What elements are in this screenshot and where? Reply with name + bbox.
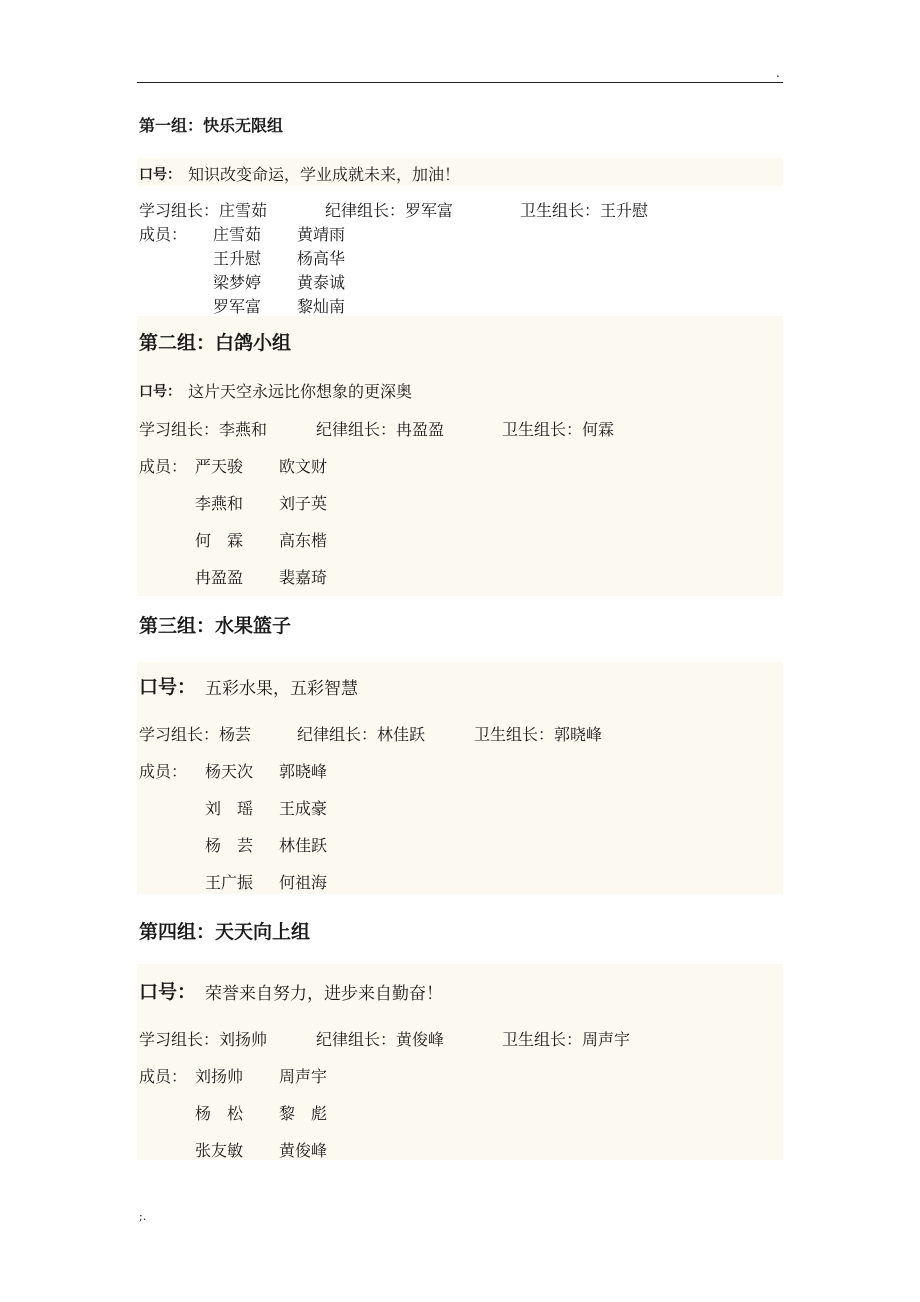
slogan-label: 口号：: [139, 676, 197, 698]
study-leader: 学习组长：刘扬帅: [139, 1030, 268, 1049]
slogan-label: 口号：: [139, 384, 181, 400]
member: 欧文财: [279, 457, 328, 476]
member: 裴嘉琦: [279, 568, 328, 587]
member: 何祖海: [279, 873, 328, 892]
hygiene-leader: 卫生组长：王升慰: [520, 201, 649, 220]
discipline-leader: 纪律组长：罗军富: [325, 201, 454, 220]
members-label: 成员：: [139, 762, 188, 781]
member: 黎灿南: [297, 297, 346, 316]
member: 刘子英: [279, 494, 328, 513]
slogan-text: 五彩水果，五彩智慧: [205, 679, 358, 699]
member: 黎 彪: [279, 1104, 328, 1123]
group-title: 第四组：天天向上组: [139, 921, 311, 943]
hygiene-leader: 卫生组长：周声宇: [502, 1030, 631, 1049]
slogan-text: 知识改变命运，学业成就未来，加油！: [188, 165, 461, 184]
member: 王成豪: [279, 799, 328, 818]
slogan-text: 这片天空永远比你想象的更深奥: [188, 382, 413, 401]
member: 杨 芸: [205, 836, 254, 855]
member: 王广振: [205, 873, 254, 892]
discipline-leader: 纪律组长：林佳跃: [297, 725, 426, 744]
member: 杨 松: [195, 1104, 244, 1123]
slogan-label: 口号：: [139, 981, 197, 1003]
study-leader: 学习组长：杨芸: [139, 725, 252, 744]
members-label: 成员：: [139, 457, 188, 476]
study-leader: 学习组长：李燕和: [139, 420, 268, 439]
member: 梁梦婷: [213, 273, 262, 292]
members-label: 成员：: [139, 225, 188, 244]
discipline-leader: 纪律组长：冉盈盈: [316, 420, 445, 439]
member: 郭晓峰: [279, 762, 328, 781]
member: 庄雪茹: [213, 225, 262, 244]
member: 刘扬帅: [195, 1067, 244, 1086]
member: 冉盈盈: [195, 568, 244, 587]
group-title: 第二组：白鸽小组: [139, 332, 292, 354]
member: 高东楷: [279, 531, 328, 550]
member: 杨高华: [297, 249, 346, 268]
group-title: 第一组：快乐无限组: [139, 116, 284, 135]
study-leader: 学习组长：庄雪茹: [139, 201, 268, 220]
group-title: 第三组：水果篮子: [139, 615, 292, 637]
member: 杨天次: [205, 762, 254, 781]
slogan-label: 口号：: [139, 167, 181, 183]
member: 王升慰: [213, 249, 262, 268]
discipline-leader: 纪律组长：黄俊峰: [316, 1030, 445, 1049]
hygiene-leader: 卫生组长：何霖: [502, 420, 615, 439]
header-dot: .: [776, 66, 780, 80]
footer-mark: ;.: [139, 1210, 147, 1223]
header-rule: [137, 82, 783, 83]
member: 林佳跃: [279, 836, 328, 855]
members-label: 成员：: [139, 1067, 188, 1086]
member: 张友敏: [195, 1141, 244, 1160]
member: 严天骏: [195, 457, 244, 476]
member: 何 霖: [195, 531, 244, 550]
slogan-text: 荣誉来自努力，进步来自勤奋！: [205, 984, 443, 1004]
member: 周声宇: [279, 1067, 328, 1086]
member: 黄泰诚: [297, 273, 346, 292]
member: 刘 瑶: [205, 799, 254, 818]
member: 李燕和: [195, 494, 244, 513]
hygiene-leader: 卫生组长：郭晓峰: [474, 725, 603, 744]
member: 黄靖雨: [297, 225, 346, 244]
member: 罗军富: [213, 297, 262, 316]
member: 黄俊峰: [279, 1141, 328, 1160]
